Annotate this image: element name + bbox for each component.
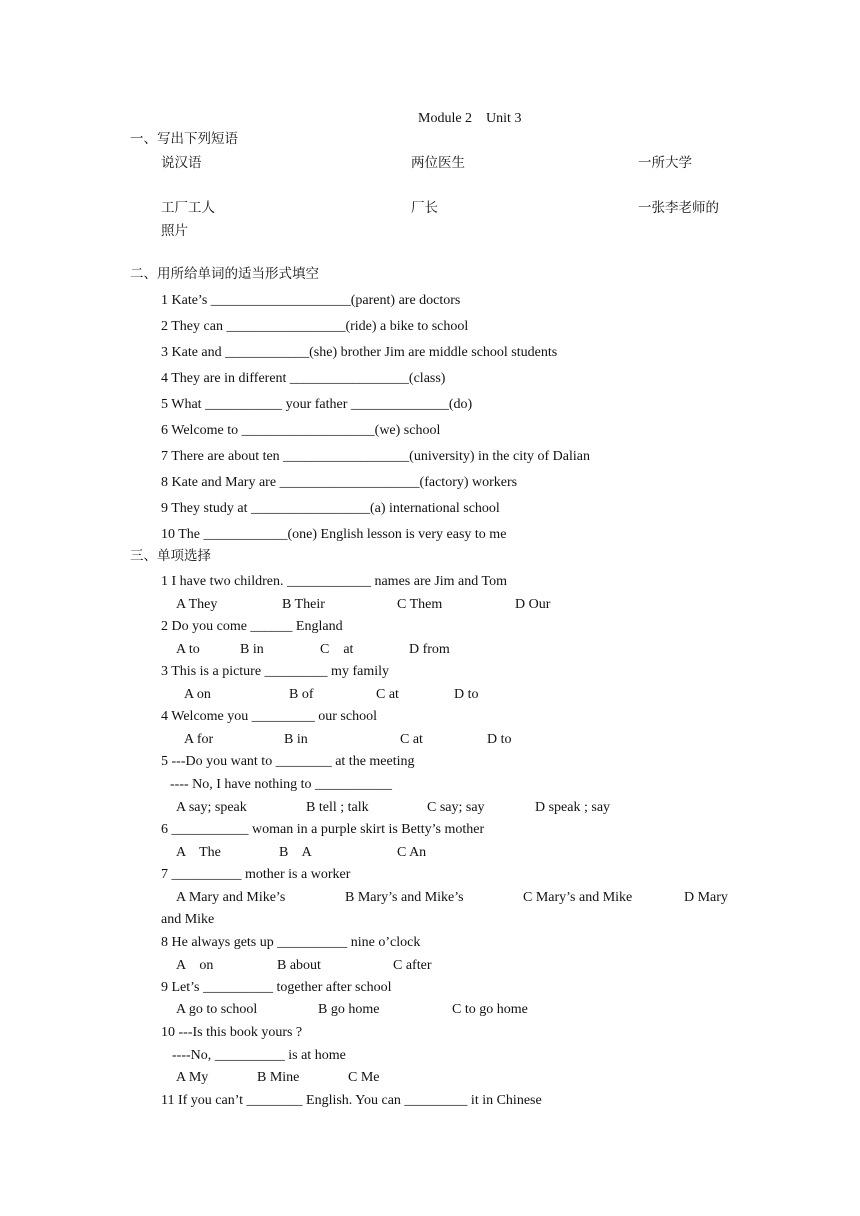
option: C at [320, 642, 354, 657]
option: B Mine [257, 1070, 300, 1085]
option: C Them [397, 597, 443, 612]
option: B in [284, 732, 308, 747]
option: A They [176, 597, 218, 612]
option: A go to school [176, 1002, 258, 1017]
option: B about [277, 958, 321, 973]
question: 5 ---Do you want to ________ at the meeting [161, 754, 415, 769]
option: D to [487, 732, 512, 747]
option: A on [176, 958, 214, 973]
question: 3 This is a picture _________ my family [161, 664, 389, 679]
fill-item: 7 There are about ten __________________(university) in the city of Dalian [161, 449, 590, 464]
option: A for [184, 732, 214, 747]
phrase-item: 两位医生 [411, 155, 465, 171]
option-wrap: and Mike [161, 912, 215, 927]
option: A The [176, 845, 221, 860]
fill-item: 8 Kate and Mary are ____________________(factory) workers [161, 475, 518, 490]
option: D from [409, 642, 450, 657]
phrase-item: 厂长 [411, 200, 438, 216]
question: 8 He always gets up __________ nine o’clock [161, 935, 421, 950]
option: B go home [318, 1002, 380, 1017]
question: 6 ___________ woman in a purple skirt is Betty’s mother [161, 822, 485, 837]
phrase-item-wrap: 照片 [161, 223, 188, 239]
option: C Me [348, 1070, 380, 1085]
question: 1 I have two children. ____________ names are Jim and Tom [161, 574, 507, 589]
fill-item: 5 What ___________ your father ______________(do) [161, 397, 473, 412]
phrase-item: 一张李老师的 [638, 200, 719, 216]
option: A My [176, 1070, 209, 1085]
fill-item: 9 They study at _________________(a) international school [161, 501, 500, 516]
question-line: ---- No, I have nothing to ___________ [170, 777, 393, 792]
phrase-item: 一所大学 [638, 155, 692, 171]
option: A say; speak [176, 800, 247, 815]
section2-heading: 二、用所给单词的适当形式填空 [130, 266, 319, 282]
option: D to [454, 687, 479, 702]
option: B Mary’s and Mike’s [345, 890, 464, 905]
option: B A [279, 845, 312, 860]
option: B tell ; talk [306, 800, 369, 815]
page-title: Module 2 Unit 3 [418, 111, 522, 126]
option: C at [376, 687, 399, 702]
question: 2 Do you come ______ England [161, 619, 343, 634]
option: C at [400, 732, 423, 747]
section1-heading: 一、写出下列短语 [130, 131, 238, 147]
question: 9 Let’s __________ together after school [161, 980, 392, 995]
section3-heading: 三、单项选择 [130, 548, 211, 564]
fill-item: 2 They can _________________(ride) a bike to school [161, 319, 469, 334]
fill-item: 4 They are in different _________________(class) [161, 371, 446, 386]
option: C to go home [452, 1002, 528, 1017]
question: 7 __________ mother is a worker [161, 867, 351, 882]
option: C An [397, 845, 427, 860]
option: A on [184, 687, 211, 702]
option: B of [289, 687, 314, 702]
option: A to [176, 642, 200, 657]
option: D speak ; say [535, 800, 611, 815]
phrase-item: 工厂工人 [161, 200, 215, 216]
option: C say; say [427, 800, 485, 815]
fill-item: 1 Kate’s ____________________(parent) are doctors [161, 293, 461, 308]
question: 4 Welcome you _________ our school [161, 709, 377, 724]
question: 11 If you can’t ________ English. You can _________ it in Chinese [161, 1093, 542, 1108]
fill-item: 3 Kate and ____________(she) brother Jim are middle school students [161, 345, 558, 360]
option: B Their [282, 597, 325, 612]
question-line: ----No, __________ is at home [172, 1048, 346, 1063]
option: C Mary’s and Mike [523, 890, 633, 905]
option: C after [393, 958, 432, 973]
fill-item: 10 The ____________(one) English lesson is very easy to me [161, 527, 507, 542]
option: B in [240, 642, 264, 657]
option: D Our [515, 597, 551, 612]
fill-item: 6 Welcome to ___________________(we) school [161, 423, 441, 438]
option: A Mary and Mike’s [176, 890, 286, 905]
phrase-item: 说汉语 [161, 155, 202, 171]
option: D Mary [684, 890, 728, 905]
question: 10 ---Is this book yours ? [161, 1025, 303, 1040]
